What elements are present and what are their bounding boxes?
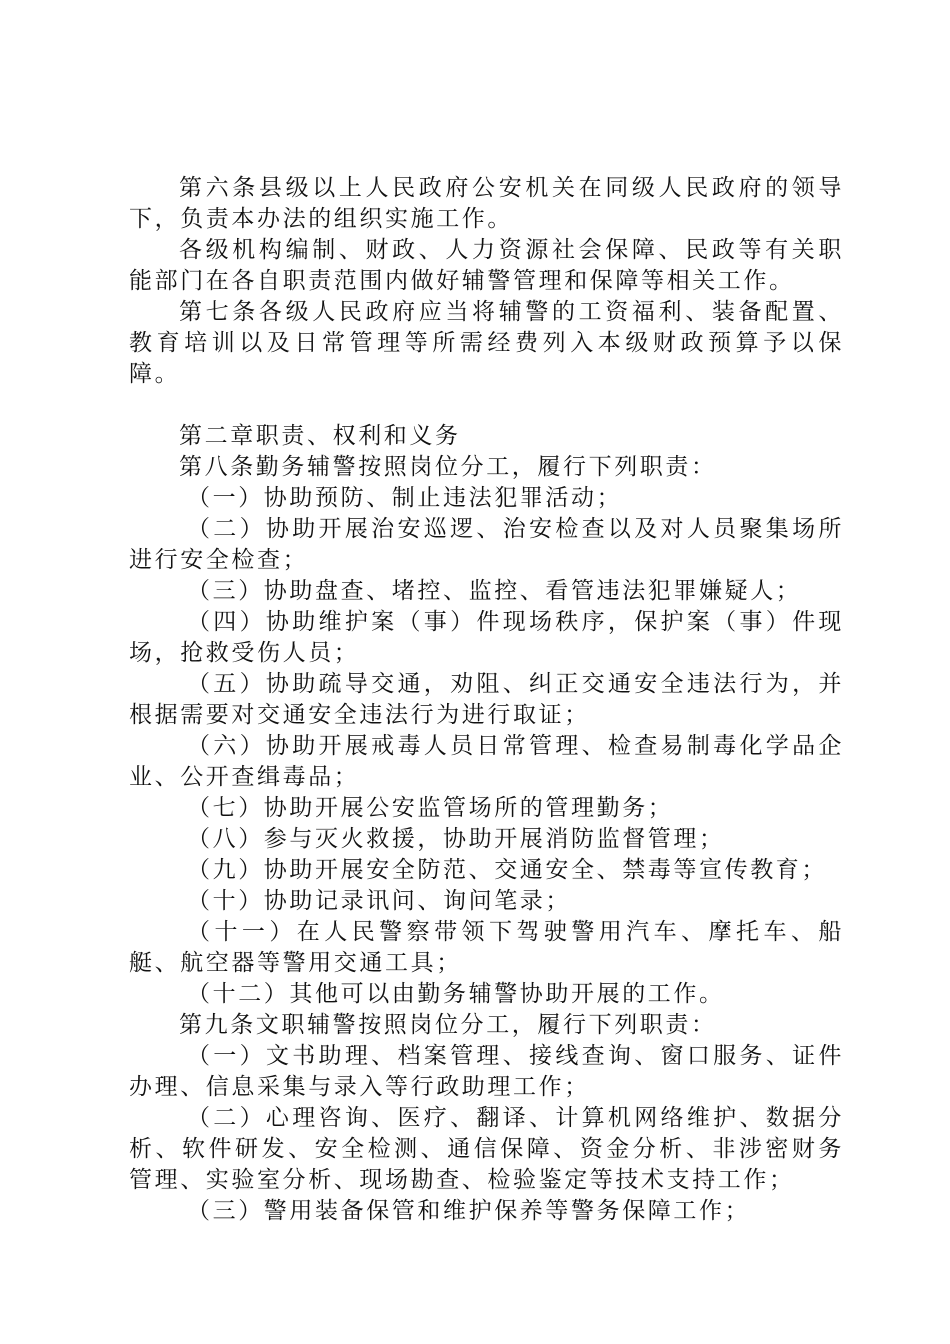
article-6-second-paragraph: 各级机构编制、财政、人力资源社会保障、民政等有关职能部门在各自职责范围内做好辅警管理和保障等相关工作。 [129, 237, 844, 294]
article-8-item: （七）协助开展公安监管场所的管理勤务； [187, 795, 674, 821]
article-8-item: （八）参与灭火救援，协助开展消防监督管理； [187, 826, 725, 852]
chapter-2-heading: 第二章职责、权利和义务 [179, 423, 461, 449]
article-7-paragraph: 第七条各级人民政府应当将辅警的工资福利、装备配置、教育培训以及日常管理等所需经费列入本级财政预算予以保障。 [129, 299, 844, 387]
document-body [129, 173, 844, 1227]
article-8-item: （六）协助开展戒毒人员日常管理、检查易制毒化学品企业、公开查缉毒品； [129, 733, 844, 790]
paragraph-gap [129, 390, 844, 421]
article-9-intro: 第九条文职辅警按照岗位分工，履行下列职责： [179, 1012, 717, 1038]
article-8-item: （九）协助开展安全防范、交通安全、禁毒等宣传教育； [187, 857, 827, 883]
article-8-item: （二）协助开展治安巡逻、治安检查以及对人员聚集场所进行安全检查； [129, 516, 844, 573]
article-8-intro: 第八条勤务辅警按照岗位分工，履行下列职责： [179, 454, 717, 480]
article-8-item: （一）协助预防、制止违法犯罪活动； [187, 485, 623, 511]
article-9-item: （一）文书助理、档案管理、接线查询、窗口服务、证件办理、信息采集与录入等行政助理工作； [129, 1043, 844, 1100]
article-8-item: （四）协助维护案（事）件现场秩序，保护案（事）件现场，抢救受伤人员； [129, 609, 844, 666]
article-8-item: （十）协助记录讯问、询问笔录； [187, 888, 571, 914]
article-9-item: （二）心理咨询、医疗、翻译、计算机网络维护、数据分析、软件研发、安全检测、通信保障、资金分析、非涉密财务管理、实验室分析、现场勘查、检验鉴定等技术支持工作； [129, 1105, 844, 1193]
article-8-item: （三）协助盘查、堵控、监控、看管违法犯罪嫌疑人； [187, 578, 802, 604]
article-8-item: （五）协助疏导交通，劝阻、纠正交通安全违法行为，并根据需要对交通安全违法行为进行取证； [129, 671, 844, 728]
article-8-item: （十二）其他可以由勤务辅警协助开展的工作。 [187, 981, 725, 1007]
article-6-paragraph: 第六条县级以上人民政府公安机关在同级人民政府的领导下，负责本办法的组织实施工作。 [129, 175, 844, 232]
article-8-item: （十一）在人民警察带领下驾驶警用汽车、摩托车、船艇、航空器等警用交通工具； [129, 919, 844, 976]
article-9-item: （三）警用装备保管和维护保养等警务保障工作； [187, 1198, 751, 1224]
